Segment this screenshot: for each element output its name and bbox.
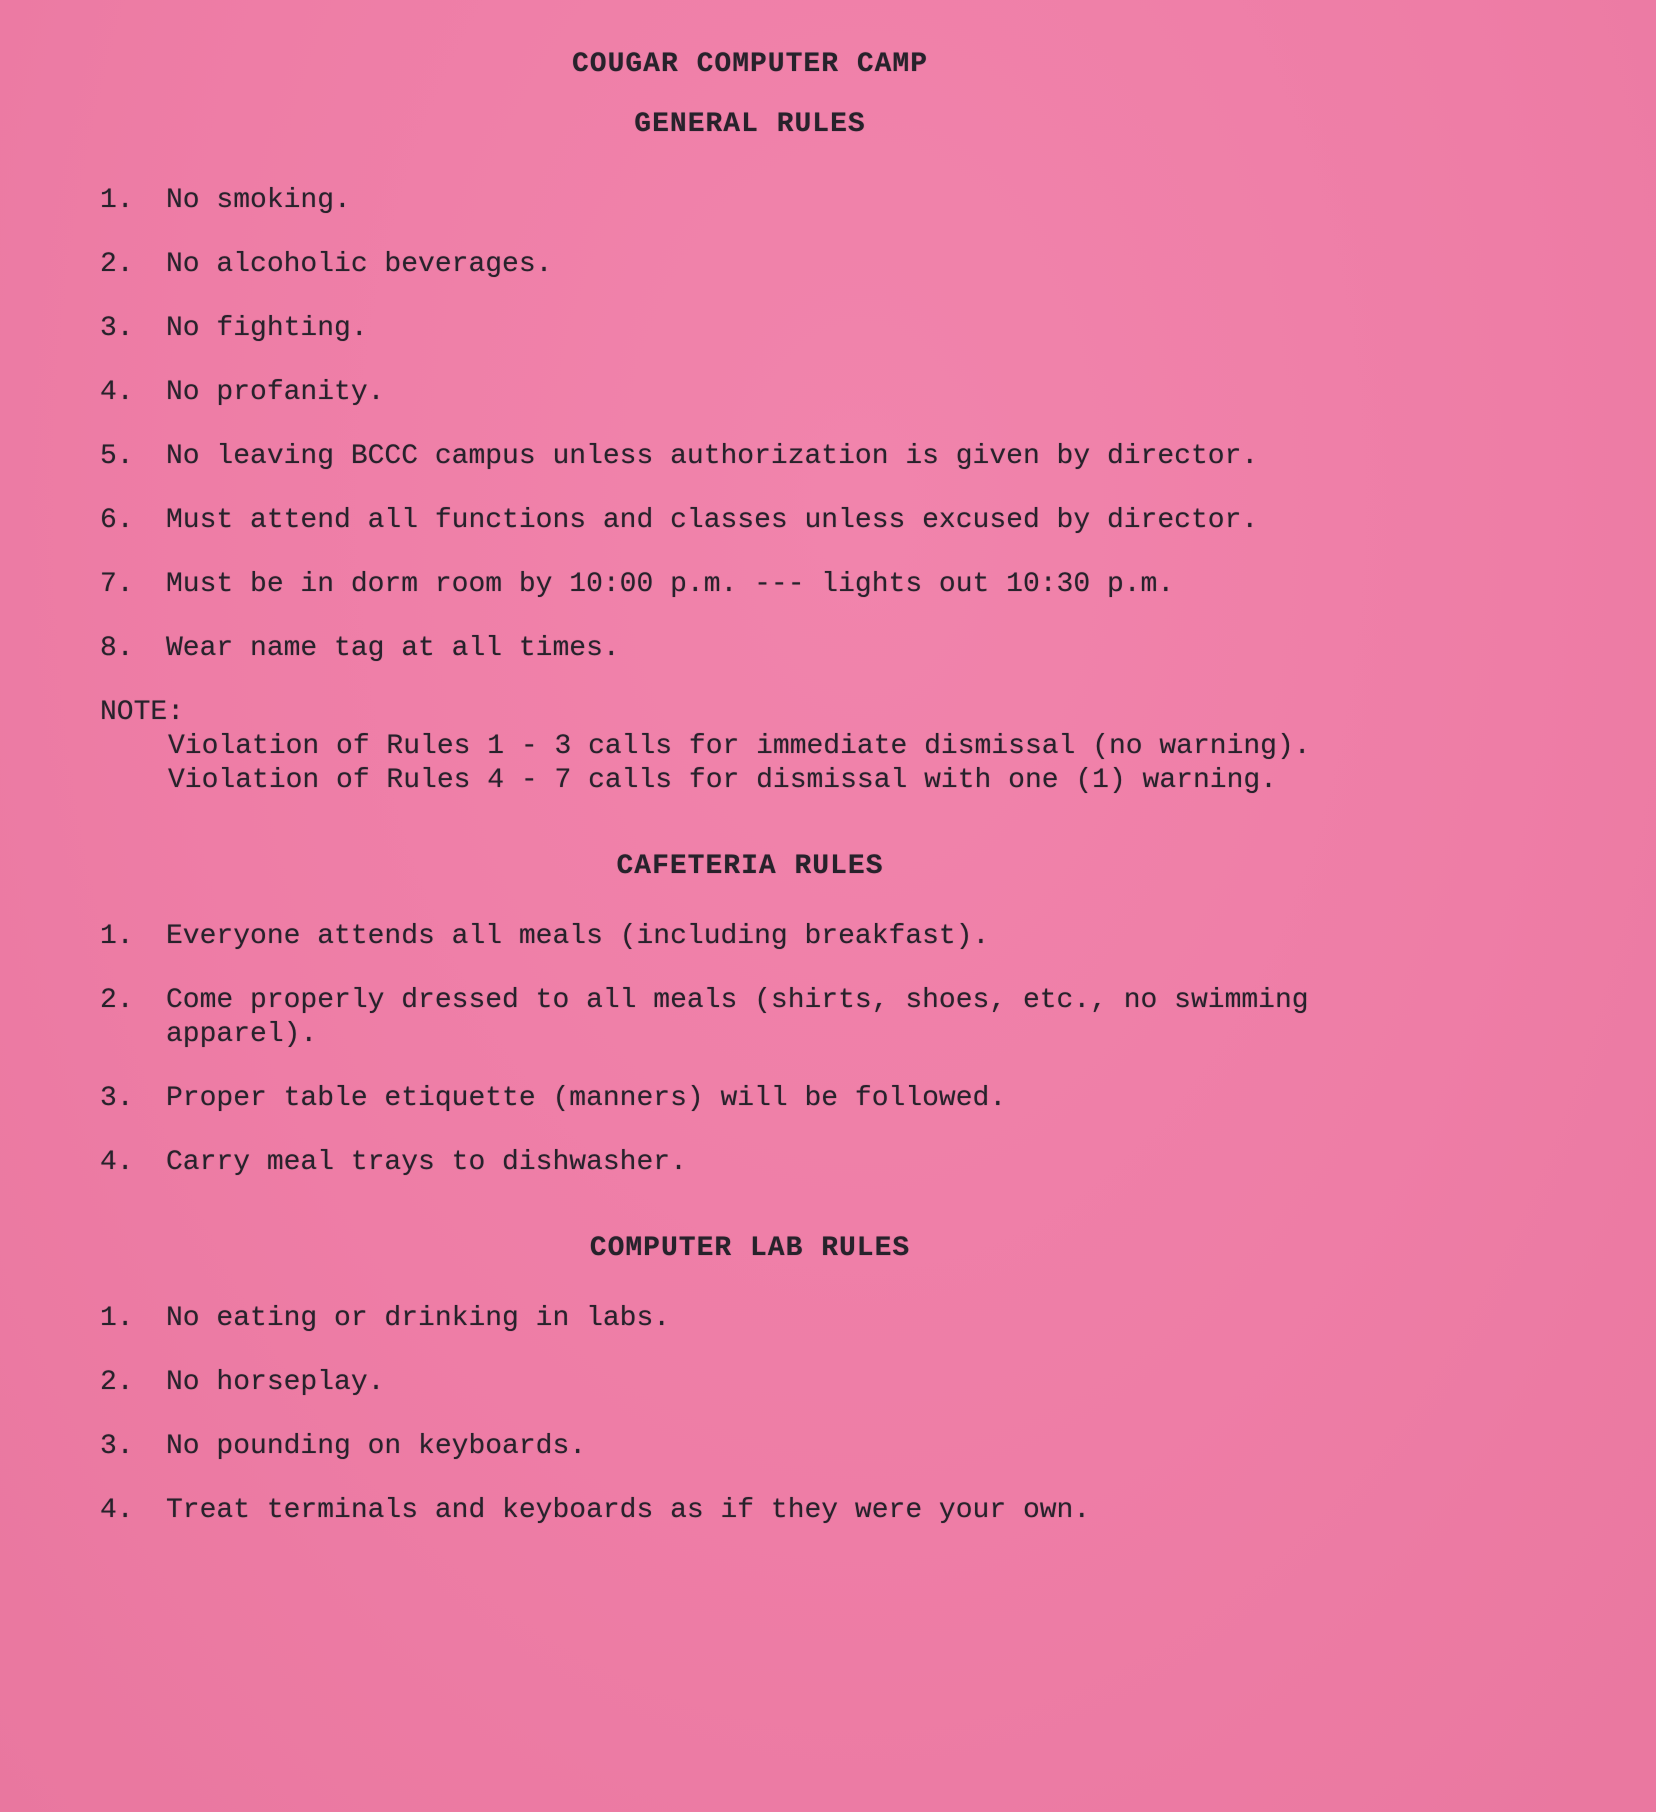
rule-item: [100, 1302, 1536, 1336]
rule-number: 8.: [100, 633, 134, 664]
rule-item: [100, 504, 1536, 538]
rule-text: No eating or drinking in labs.: [166, 1303, 671, 1334]
note-line: Violation of Rules 1 - 3 calls for immediate dismissal (no warning).: [168, 731, 1311, 762]
rule-text: Must attend all functions and classes unless excused by director.: [166, 505, 1259, 536]
rule-item: [100, 312, 1536, 346]
rule-text: Wear name tag at all times.: [166, 633, 620, 664]
rule-text: No leaving BCCC campus unless authorization is given by director.: [166, 441, 1259, 472]
rule-text: Proper table etiquette (manners) will be followed.: [166, 1083, 1007, 1114]
rule-number: 6.: [100, 505, 134, 536]
rule-item: [100, 632, 1536, 666]
rule-number: 2.: [100, 1367, 134, 1398]
rule-item: [100, 440, 1536, 474]
rule-number: 1.: [100, 185, 134, 216]
rule-item: [100, 1366, 1536, 1400]
rule-text: Everyone attends all meals (including breakfast).: [166, 921, 990, 952]
note-label: NOTE:: [100, 697, 185, 728]
rule-number: 3.: [100, 1431, 134, 1462]
rule-text: No smoking.: [166, 185, 351, 216]
general-rules-list: [100, 184, 1536, 666]
rule-text: Treat terminals and keyboards as if they were your own.: [166, 1495, 1091, 1526]
computer-lab-rules-list: [100, 1302, 1536, 1528]
rule-text: Must be in dorm room by 10:00 p.m. --- lights out 10:30 p.m.: [166, 569, 1175, 600]
rule-item: [100, 1146, 1536, 1180]
note-line: Violation of Rules 4 - 7 calls for dismissal with one (1) warning.: [168, 765, 1277, 796]
note-block: [100, 696, 1536, 798]
rule-item: [100, 184, 1536, 218]
rule-item: [100, 1494, 1536, 1528]
rule-item: [100, 920, 1536, 954]
rule-number: 1.: [100, 921, 134, 952]
rule-number: 4.: [100, 1495, 134, 1526]
rule-number: 4.: [100, 377, 134, 408]
rule-number: 3.: [100, 313, 134, 344]
rule-number: 2.: [100, 249, 134, 280]
rule-number: 7.: [100, 569, 134, 600]
rule-item: [100, 376, 1536, 410]
section-heading-general-rules: GENERAL RULES: [634, 109, 866, 140]
rule-item: [100, 568, 1536, 602]
section-heading-cafeteria-rules: CAFETERIA RULES: [616, 851, 884, 882]
rule-item: [100, 1082, 1536, 1116]
rule-number: 1.: [100, 1303, 134, 1334]
rule-number: 4.: [100, 1147, 134, 1178]
rule-text: No alcoholic beverages.: [166, 249, 553, 280]
rule-text: Carry meal trays to dishwasher.: [166, 1147, 687, 1178]
rule-item: [100, 1430, 1536, 1464]
rule-text: No horseplay.: [166, 1367, 385, 1398]
rule-number: 3.: [100, 1083, 134, 1114]
rule-text: No pounding on keyboards.: [166, 1431, 587, 1462]
section-heading-computer-lab-rules: COMPUTER LAB RULES: [589, 1233, 911, 1264]
rule-number: 2.: [100, 985, 134, 1016]
document-title: COUGAR COMPUTER CAMP: [571, 49, 929, 80]
rule-item: [100, 984, 1536, 1052]
cafeteria-rules-list: [100, 920, 1536, 1180]
rule-item: [100, 248, 1536, 282]
rule-text: Come properly dressed to all meals (shirts, shoes, etc., no swimming apparel).: [166, 985, 1309, 1050]
rule-text: No fighting.: [166, 313, 368, 344]
rule-number: 5.: [100, 441, 134, 472]
rule-text: No profanity.: [166, 377, 385, 408]
